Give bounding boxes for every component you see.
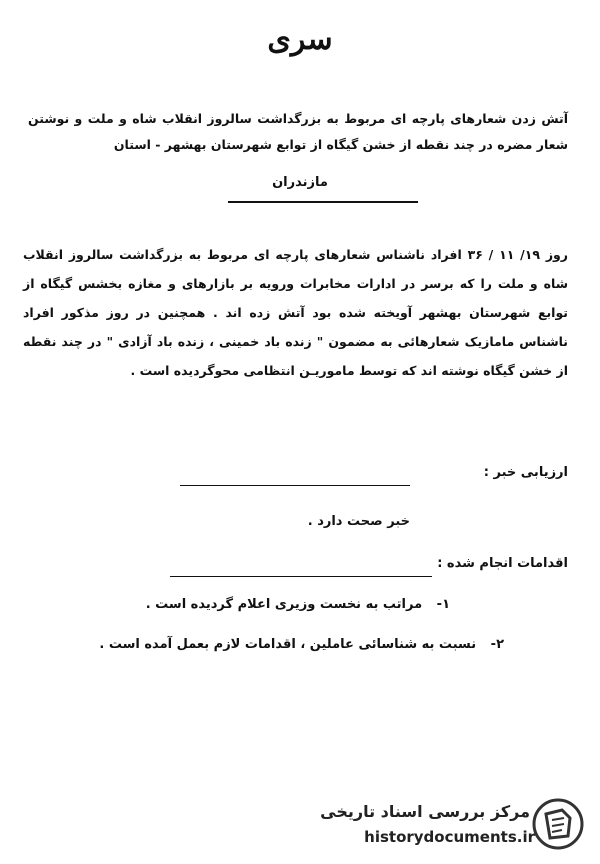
- action-item-number: ۱-: [436, 597, 450, 612]
- actions-heading: اقدامات انجام شده :: [437, 556, 568, 571]
- action-item-text: نسبت به شناسائی عاملین ، اقدامات لازم بعمل آمده است .: [99, 637, 477, 652]
- title-underline: [228, 201, 418, 203]
- action-item-1: [146, 597, 450, 612]
- watermark: [300, 796, 585, 856]
- document-center-logo-icon: [532, 798, 584, 850]
- action-item-2: [99, 637, 504, 652]
- action-item-number: ۲-: [490, 637, 504, 652]
- watermark-org-name: مرکز بررسی اسناد تاریخی: [320, 802, 530, 821]
- intro-tail-province: مازندران: [272, 175, 328, 190]
- watermark-url: historydocuments.ir: [364, 828, 535, 846]
- classification-heading: سری: [267, 22, 333, 57]
- intro-paragraph: آتش زدن شعارهای پارچه ای مربوط به بزرگداشت سالروز انقلاب شاه و ملت و نوشتن شعار مضره در چند نقطه از خشن گیگاه از توابع شهرستان بهشهر - استان: [28, 111, 568, 152]
- actions-heading-underline: [170, 576, 432, 577]
- evaluation-heading-underline: [180, 485, 410, 486]
- report-body-paragraph: روز ۱۹/ ۱۱ / ۳۶ افراد ناشناس شعارهای پارچه ای مربوط به بزرگداشت سالروز انقلاب شاه و ملت را که برسر در ادارات مخابرات ورویه بر بازارهای و مغازه بخشس گیگاه از توابع شهرستان بهشهر آویخته شده بود آتش زده اند . همچنین در روز مذکور افراد ناشناس مامازیک شعارهائی به مضمون " زنده باد خمینی ، زنده باد آزادی " در چند نقطه از خشن گیگاه نوشته اند که توسط ماموریـن انتظامی محوگردیده است .: [23, 247, 568, 378]
- evaluation-heading: ارزیابی خبر :: [483, 465, 568, 480]
- evaluation-text: خبر صحت دارد .: [307, 514, 410, 529]
- action-item-text: مراتب به نخست وزیری اعلام گردیده است .: [145, 597, 423, 612]
